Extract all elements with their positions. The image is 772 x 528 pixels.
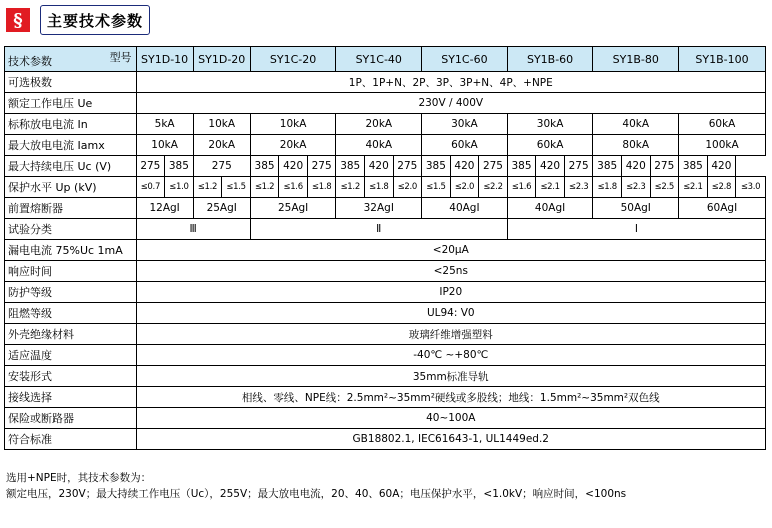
row-label: 标称放电电流 In <box>5 114 137 135</box>
section-title: 主要技术参数 <box>40 5 150 35</box>
value-cell: ≤2.1 <box>679 177 708 198</box>
value-cell: 420 <box>621 156 650 177</box>
footnote-line: 选用+NPE时，其技术参数为： <box>6 472 152 484</box>
value-cell: 275 <box>564 156 593 177</box>
value-cell: 40kA <box>593 114 679 135</box>
value-cell: 420 <box>279 156 308 177</box>
model-header: SY1C-40 <box>336 47 422 72</box>
value-cell: 275 <box>479 156 508 177</box>
value-cell: Ⅱ <box>250 219 507 240</box>
value-cell: 40AgⅠ <box>507 198 593 219</box>
value-cell: 12AgⅠ <box>136 198 193 219</box>
value-cell: 385 <box>336 156 365 177</box>
row-label: 安装形式 <box>5 366 137 387</box>
footnote-line: 额定电压，230V；最大持续工作电压（Uc），255V；最大放电电流，20、40、60A；电压保护水平，<1.0kV；响应时间，<100ns <box>6 488 627 500</box>
row-label: 额定工作电压 Ue <box>5 93 137 114</box>
value-cell: GB18802.1, IEC61643-1, UL1449ed.2 <box>136 429 765 450</box>
model-header: SY1B-60 <box>507 47 593 72</box>
value-cell: 40AgⅠ <box>422 198 508 219</box>
value-cell: 275 <box>193 156 250 177</box>
model-header: SY1D-10 <box>136 47 193 72</box>
value-cell: 20kA <box>193 135 250 156</box>
value-cell: 385 <box>165 156 194 177</box>
corner-model-label: 型号 <box>109 51 132 64</box>
value-cell: ≤2.8 <box>707 177 736 198</box>
model-header: SY1D-20 <box>193 47 250 72</box>
value-cell: 100kA <box>679 135 766 156</box>
section-header <box>6 6 150 34</box>
value-cell: 60AgⅠ <box>679 198 766 219</box>
value-cell: UL94: V0 <box>136 303 765 324</box>
row-label: 试验分类 <box>5 219 137 240</box>
value-cell: 20kA <box>250 135 336 156</box>
row-label: 最大放电电流 Iamx <box>5 135 137 156</box>
row-label: 符合标准 <box>5 429 137 450</box>
value-cell: ≤2.1 <box>536 177 565 198</box>
value-cell: 80kA <box>593 135 679 156</box>
value-cell: <20μA <box>136 240 765 261</box>
value-cell: 30kA <box>507 114 593 135</box>
footnote <box>6 470 766 502</box>
value-cell: ≤1.2 <box>193 177 222 198</box>
value-cell: ≤2.3 <box>564 177 593 198</box>
value-cell: 25AgⅠ <box>193 198 250 219</box>
value-cell: 25AgⅠ <box>250 198 336 219</box>
value-cell: ≤1.5 <box>222 177 251 198</box>
value-cell: 420 <box>450 156 479 177</box>
value-cell: ≤2.0 <box>450 177 479 198</box>
value-cell: 30kA <box>422 114 508 135</box>
model-header: SY1C-20 <box>250 47 336 72</box>
row-label: 外壳绝缘材料 <box>5 324 137 345</box>
row-label: 漏电电流 75%Uc 1mA <box>5 240 137 261</box>
value-cell: <25ns <box>136 261 765 282</box>
value-cell: 10kA <box>136 135 193 156</box>
value-cell: 275 <box>393 156 422 177</box>
value-cell: ≤1.8 <box>593 177 622 198</box>
value-cell: 60kA <box>507 135 593 156</box>
value-cell: 40~100A <box>136 408 765 429</box>
value-cell: ≤3.0 <box>736 177 766 198</box>
value-cell: 275 <box>307 156 336 177</box>
value-cell: ≤0.7 <box>136 177 165 198</box>
value-cell: ≤2.2 <box>479 177 508 198</box>
value-cell: Ⅲ <box>136 219 250 240</box>
value-cell: 相线、零线、NPE线：2.5mm²~35mm²硬线或多股线；地线：1.5mm²~35mm²双色线 <box>136 387 765 408</box>
value-cell: 275 <box>136 156 165 177</box>
rated-voltage-value: 230V / 400V <box>136 93 765 114</box>
row-label: 可选极数 <box>5 72 137 93</box>
value-cell: ≤1.8 <box>364 177 393 198</box>
value-cell: 20kA <box>336 114 422 135</box>
value-cell: 5kA <box>136 114 193 135</box>
value-cell: IP20 <box>136 282 765 303</box>
value-cell: ≤1.6 <box>507 177 536 198</box>
value-cell: 275 <box>650 156 679 177</box>
model-header: SY1C-60 <box>422 47 508 72</box>
value-cell: ≤1.2 <box>336 177 365 198</box>
value-cell: Ⅰ <box>507 219 765 240</box>
value-cell: -40℃ ~+80℃ <box>136 345 765 366</box>
value-cell: 32AgⅠ <box>336 198 422 219</box>
row-label: 适应温度 <box>5 345 137 366</box>
value-cell: ≤2.5 <box>650 177 679 198</box>
row-label: 响应时间 <box>5 261 137 282</box>
value-cell: ≤1.0 <box>165 177 194 198</box>
value-cell: ≤1.6 <box>279 177 308 198</box>
value-cell: 10kA <box>250 114 336 135</box>
value-cell: 385 <box>679 156 708 177</box>
value-cell: 玻璃纤维增强塑料 <box>136 324 765 345</box>
model-header: SY1B-100 <box>679 47 766 72</box>
value-cell: 385 <box>593 156 622 177</box>
value-cell: ≤1.8 <box>307 177 336 198</box>
row-label: 防护等级 <box>5 282 137 303</box>
row-label: 保护水平 Up (kV) <box>5 177 137 198</box>
value-cell: 60kA <box>422 135 508 156</box>
value-cell: 50AgⅠ <box>593 198 679 219</box>
row-label: 接线选择 <box>5 387 137 408</box>
value-cell: 35mm标准导轨 <box>136 366 765 387</box>
row-label: 前置熔断器 <box>5 198 137 219</box>
section-icon: § <box>6 8 30 32</box>
value-cell: 60kA <box>679 114 766 135</box>
value-cell: ≤2.3 <box>621 177 650 198</box>
poles-value: 1P、1P+N、2P、3P、3P+N、4P、+NPE <box>136 72 765 93</box>
value-cell: 385 <box>250 156 279 177</box>
value-cell: 420 <box>707 156 736 177</box>
value-cell: ≤2.0 <box>393 177 422 198</box>
value-cell: ≤1.2 <box>250 177 279 198</box>
row-label: 保险或断路器 <box>5 408 137 429</box>
corner-cell <box>5 47 137 72</box>
value-cell: 10kA <box>193 114 250 135</box>
value-cell: 385 <box>507 156 536 177</box>
row-label: 阻燃等级 <box>5 303 137 324</box>
row-label: 最大持续电压 Uc (V) <box>5 156 137 177</box>
corner-param-label: 技术参数 <box>8 55 52 68</box>
value-cell: 420 <box>536 156 565 177</box>
value-cell: 385 <box>422 156 451 177</box>
value-cell: ≤1.5 <box>422 177 451 198</box>
value-cell: 420 <box>364 156 393 177</box>
model-header: SY1B-80 <box>593 47 679 72</box>
spec-table <box>4 46 766 450</box>
value-cell: 40kA <box>336 135 422 156</box>
